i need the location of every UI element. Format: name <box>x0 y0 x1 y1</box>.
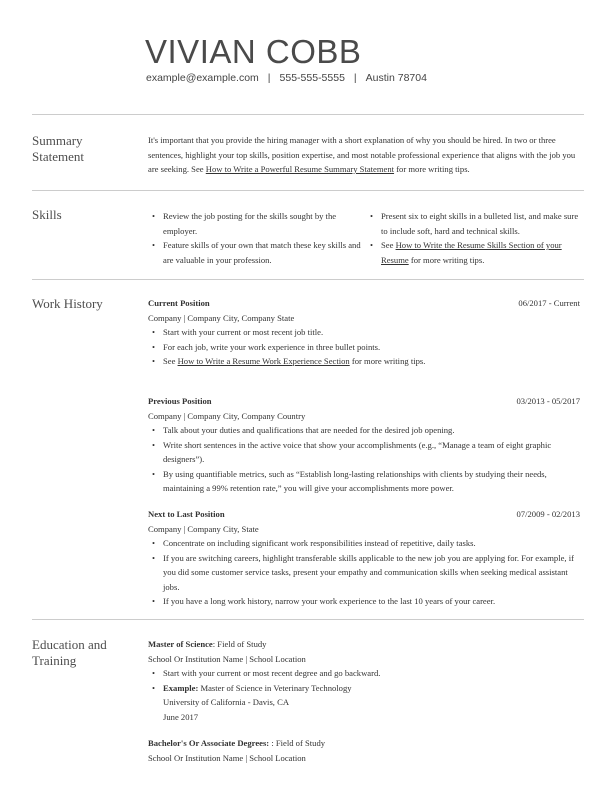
job-dates: 07/2009 - 02/2013 <box>516 509 580 519</box>
education-bullet: • Start with your current or most recent degree and go backward. <box>148 666 580 681</box>
summary-text-body: It's important that you provide the hiring manager with a short explanation of why you should be hired. In two or three sentences, highlight your top skills, position expertise, and most notable professional experience that aligns with the job you are seeking. See <box>148 135 576 174</box>
work-history-section-title: Work History <box>32 296 103 311</box>
skill-item-text-end: for more writing tips. <box>408 254 485 265</box>
job-title: Current Position <box>148 298 210 308</box>
summary-text <box>148 133 578 177</box>
job-bullets <box>148 423 580 496</box>
skill-item: • Review the job posting for the skills sought by the employer. <box>148 209 366 238</box>
skills-writing-tips-link[interactable]: How to Write the Resume Skills Section of your Resume <box>381 240 562 265</box>
education-field: : Field of Study <box>212 639 267 649</box>
education-degree-line <box>148 736 580 751</box>
job-company: Company | Company City, Company State <box>148 312 295 323</box>
job-bullet: • For each job, write your work experience in three bullet points. <box>148 340 580 355</box>
job-bullet: • Concentrate on including significant work responsibilities instead of repetitive, daily tasks. <box>148 536 580 551</box>
job-bullet-text: See <box>163 356 178 366</box>
section-divider <box>32 114 584 115</box>
education-degree-line <box>148 637 580 652</box>
skill-item-text: See <box>381 240 396 250</box>
job-bullet: • If you are switching careers, highlight transferable skills applicable to the new job you are applying for. For example, if you did some customer service tasks, present your empathy and communication skills when seeking medical assistant jobs. <box>148 551 580 595</box>
summary-writing-tips-link[interactable]: How to Write a Powerful Resume Summary Statement <box>205 164 395 174</box>
job-bullet <box>148 354 580 369</box>
summary-title-line-2: Statement <box>32 149 84 164</box>
job-bullets <box>148 536 580 609</box>
contact-separator: | <box>267 72 271 84</box>
contact-line <box>146 72 427 84</box>
contact-phone: 555-555-5555 <box>279 72 345 84</box>
contact-separator: | <box>353 72 357 84</box>
job-title: Previous Position <box>148 396 212 406</box>
job-dates: 06/2017 - Current <box>518 298 580 308</box>
skill-item: • Feature skills of your own that match these key skills and are valuable in your profession. <box>148 238 366 267</box>
job-bullets <box>148 325 580 369</box>
job-bullet: • Write short sentences in the active voice that show your accomplishments (e.g., “Manage a team of eight graphic designers”). <box>148 438 580 467</box>
job-bullet: • Start with your current or most recent job title. <box>148 325 580 340</box>
applicant-name: VIVIAN COBB <box>145 33 362 70</box>
education-entry-bachelors <box>148 736 580 765</box>
summary-title-line-1: Summary <box>32 133 83 148</box>
example-label: Example: <box>163 682 199 693</box>
skills-section-title: Skills <box>32 207 62 222</box>
education-section-title <box>32 637 107 669</box>
job-bullet: • Talk about your duties and qualifications that are needed for the desired job opening. <box>148 423 580 438</box>
contact-email: example@example.com <box>146 72 259 84</box>
education-bullets <box>148 666 580 724</box>
job-entry-current <box>148 296 580 369</box>
contact-location: Austin 78704 <box>365 72 427 84</box>
example-date: June 2017 <box>163 711 199 722</box>
education-school: School Or Institution Name | School Location <box>148 653 306 664</box>
education-bullet <box>148 681 580 725</box>
skills-list-right <box>366 209 580 267</box>
job-dates: 03/2013 - 05/2017 <box>516 396 580 406</box>
summary-section-title <box>32 133 84 165</box>
education-title-line-2: Training <box>32 653 77 668</box>
education-entry-masters <box>148 637 580 724</box>
skill-item <box>366 238 580 267</box>
job-bullet: • By using quantifiable metrics, such as “Establish long-lasting relationships with clients by studying their needs, maintaining a 99% retention rate,” you will give your accomplishments more power. <box>148 467 580 496</box>
education-field: : Field of Study <box>269 738 326 748</box>
work-experience-tips-link[interactable]: How to Write a Resume Work Experience Section <box>177 356 350 366</box>
example-school: University of California - Davis, CA <box>163 697 290 707</box>
section-divider <box>32 190 584 191</box>
example-degree: Master of Science in Veterinary Technology <box>198 682 352 693</box>
education-title-line-1: Education and <box>32 637 107 652</box>
education-degree: Bachelor's Or Associate Degrees: <box>148 738 270 748</box>
job-title: Next to Last Position <box>148 509 225 519</box>
job-entry-next-to-last <box>148 507 580 609</box>
job-bullet: • If you have a long work history, narrow your work experience to the last 10 years of your career. <box>148 594 580 609</box>
section-divider <box>32 279 584 280</box>
summary-text-end: for more writing tips. <box>394 164 470 174</box>
section-divider <box>32 619 584 620</box>
job-company: Company | Company City, Company Country <box>148 410 306 421</box>
skill-item: • Present six to eight skills in a bulleted list, and make sure to include soft, hard and technical skills. <box>366 209 580 238</box>
skills-list-left <box>148 209 366 267</box>
education-school: School Or Institution Name | School Location <box>148 752 306 763</box>
job-bullet-text-end: for more writing tips. <box>349 356 426 366</box>
job-entry-previous <box>148 394 580 496</box>
job-company: Company | Company City, State <box>148 523 259 534</box>
education-degree: Master of Science <box>148 639 213 649</box>
